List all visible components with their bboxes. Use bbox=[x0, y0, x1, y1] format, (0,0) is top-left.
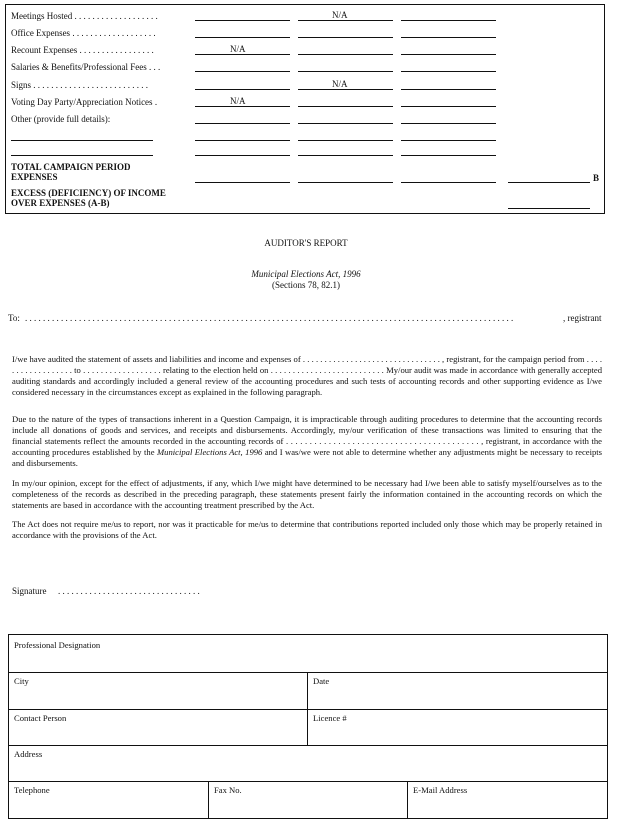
voting-day-label bbox=[11, 97, 157, 107]
meetings-field-2[interactable] bbox=[298, 20, 393, 21]
paragraph-2 bbox=[12, 414, 602, 469]
total-field-3[interactable] bbox=[401, 182, 496, 183]
signs-field-3[interactable] bbox=[401, 89, 496, 90]
salaries-text: Salaries & Benefits/Professional Fees bbox=[11, 62, 147, 72]
voting-text: Voting Day Party/Appreciation Notices bbox=[11, 97, 153, 107]
contact-person-label: Contact Person bbox=[14, 713, 67, 723]
excess-label bbox=[11, 188, 166, 208]
recount-field-2[interactable] bbox=[298, 54, 393, 55]
voting-field-2[interactable] bbox=[298, 106, 393, 107]
row-divider-3 bbox=[9, 745, 607, 746]
voting-na: N/A bbox=[230, 96, 246, 106]
recount-field-1[interactable] bbox=[195, 54, 290, 55]
auditor-details-form bbox=[8, 634, 608, 819]
to-label: To: bbox=[8, 313, 20, 323]
salaries-field-1[interactable] bbox=[195, 71, 290, 72]
paragraph-4: The Act does not require me/us to report, nor was it practicable for me/us to determine that contributions reported included only those which may be properly retained in accordance with the provisions of the Act. bbox=[12, 519, 602, 540]
voting-dots: . bbox=[152, 97, 158, 107]
meetings-na: N/A bbox=[332, 10, 348, 20]
fax-label: Fax No. bbox=[214, 785, 242, 795]
signature-label: Signature bbox=[12, 586, 47, 596]
professional-designation-label: Professional Designation bbox=[14, 640, 101, 650]
to-registrant-suffix: , registrant bbox=[563, 313, 602, 323]
excess-line1: EXCESS (DEFICIENCY) OF INCOME bbox=[11, 188, 166, 198]
total-line2: EXPENSES bbox=[11, 172, 58, 182]
signs-field-1[interactable] bbox=[195, 89, 290, 90]
signs-na: N/A bbox=[332, 79, 348, 89]
col-divider-2 bbox=[208, 781, 209, 818]
city-label: City bbox=[14, 676, 29, 686]
paragraph-2c: and I was/we were not able to determine whether any adjustments might be necessary to receipts and disbursements. bbox=[12, 447, 602, 468]
excess-line2: OVER EXPENSES (A-B) bbox=[11, 198, 110, 208]
other-field-2b[interactable] bbox=[298, 140, 393, 141]
other-field-1a[interactable] bbox=[195, 123, 290, 124]
total-line1: TOTAL CAMPAIGN PERIOD bbox=[11, 162, 131, 172]
total-field-b[interactable] bbox=[508, 182, 590, 183]
recount-na: N/A bbox=[230, 44, 246, 54]
report-sections: (Sections 78, 82.1) bbox=[272, 280, 340, 290]
signature-field[interactable]: . . . . . . . . . . . . . . . . . . . . . . . . . . . . . . . . bbox=[58, 586, 200, 596]
other-field-2c[interactable] bbox=[401, 140, 496, 141]
total-field-2[interactable] bbox=[298, 182, 393, 183]
paragraph-1: I/we have audited the statement of assets and liabilities and income and expenses of . . . . . . . . . . . . . . . . . . . . . . . . . . . . . . . . , registrant, for the campaign period from . . . . . . . . . . . . . . . . . . to . . . . . . . . . . . . . . . . . . relating to the election held on . . . . . . . . . . . . . . . . . . . . . . . . . . My/our audit was made in accordance with generally accepted auditing standards and accordingly included a general review of the accounting procedures and such tests of accounting records and other supporting evidence as I/we considered necessary in the circumstances except as explained in the following paragraph. bbox=[12, 354, 602, 397]
telephone-label: Telephone bbox=[14, 785, 50, 795]
meetings-dots: . . . . . . . . . . . . . . . . . . . bbox=[72, 11, 158, 21]
other-detail-1[interactable] bbox=[11, 140, 153, 141]
to-line bbox=[8, 313, 20, 323]
salaries-field-2[interactable] bbox=[298, 71, 393, 72]
meetings-hosted-label bbox=[11, 11, 158, 21]
other-field-3c[interactable] bbox=[401, 155, 496, 156]
excess-field[interactable] bbox=[508, 208, 590, 209]
paragraph-2a: Due to the nature of the types of transactions inherent in a Question Campaign, it is impracticable through auditing procedures to determine that the accounting records include all donations of goods and services, and receipts and disbursements. Accordingly, my/our verification of these transactions was limited to ensuring that the financial statements reflect the amounts recorded in the accounting records of . . . . . . . . . . . . . . . . . . . . . . . . . . . . . . . . . . . . . . . . . , registrant, in accordance with the accounting procedures established by the bbox=[12, 414, 602, 457]
email-label: E-Mail Address bbox=[413, 785, 468, 795]
signature-line bbox=[12, 586, 47, 596]
report-title: AUDITOR'S REPORT bbox=[264, 238, 348, 248]
salaries-field-3[interactable] bbox=[401, 71, 496, 72]
signs-label bbox=[11, 80, 148, 90]
office-field-1[interactable] bbox=[195, 37, 290, 38]
row-divider-2 bbox=[9, 709, 607, 710]
paragraph-2-act: Municipal Elections Act, 1996 bbox=[157, 447, 263, 457]
other-field-1b[interactable] bbox=[298, 123, 393, 124]
office-field-3[interactable] bbox=[401, 37, 496, 38]
report-act: Municipal Elections Act, 1996 bbox=[251, 269, 361, 279]
other-field-3b[interactable] bbox=[298, 155, 393, 156]
paragraph-3: In my/our opinion, except for the effect of adjustments, if any, which I/we might have determined to be necessary had I/we been able to satisfy myself/ourselves as to the completeness of the records as described in the preceding paragraph, these statements present fairly the information contained in the accounting records on which the statements are based in accordance with the accounting treatment prescribed by the Act. bbox=[12, 478, 602, 510]
licence-label: Licence # bbox=[313, 713, 347, 723]
row-divider-1 bbox=[9, 672, 607, 673]
voting-field-1[interactable] bbox=[195, 106, 290, 107]
total-field-1[interactable] bbox=[195, 182, 290, 183]
recount-expenses-label bbox=[11, 45, 154, 55]
signs-dots: . . . . . . . . . . . . . . . . . . . . . . . . . . bbox=[31, 80, 149, 90]
office-field-2[interactable] bbox=[298, 37, 393, 38]
total-campaign-label bbox=[11, 162, 131, 182]
meetings-field-3[interactable] bbox=[401, 20, 496, 21]
col-divider-3 bbox=[407, 781, 408, 818]
total-b-letter: B bbox=[593, 173, 600, 183]
recount-field-3[interactable] bbox=[401, 54, 496, 55]
address-label: Address bbox=[14, 749, 43, 759]
to-registrant-field[interactable]: . . . . . . . . . . . . . . . . . . . . . . . . . . . . . . . . . . . . . . . . . . . . . . . . . . . . . . . . . . . . . . . . . . . . . . . . . . . . . . . . . . . . . . . . . . . . . . . . . . . . . . . . . . . . . bbox=[25, 313, 514, 323]
office-text: Office Expenses bbox=[11, 28, 71, 38]
voting-field-3[interactable] bbox=[401, 106, 496, 107]
signs-text: Signs bbox=[11, 80, 32, 90]
office-expenses-label bbox=[11, 28, 156, 38]
meetings-text: Meetings Hosted bbox=[11, 11, 73, 21]
recount-text: Recount Expenses bbox=[11, 45, 78, 55]
other-field-1c[interactable] bbox=[401, 123, 496, 124]
other-field-2a[interactable] bbox=[195, 140, 290, 141]
other-detail-2[interactable] bbox=[11, 155, 153, 156]
salaries-dots: . . . bbox=[146, 62, 161, 72]
office-dots: . . . . . . . . . . . . . . . . . . . bbox=[70, 28, 156, 38]
date-label: Date bbox=[313, 676, 330, 686]
meetings-field-1[interactable] bbox=[195, 20, 290, 21]
row-divider-4 bbox=[9, 781, 607, 782]
other-field-3a[interactable] bbox=[195, 155, 290, 156]
other-label: Other (provide full details): bbox=[11, 114, 111, 124]
signs-field-2[interactable] bbox=[298, 89, 393, 90]
recount-dots: . . . . . . . . . . . . . . . . . bbox=[77, 45, 154, 55]
salaries-label bbox=[11, 62, 160, 72]
